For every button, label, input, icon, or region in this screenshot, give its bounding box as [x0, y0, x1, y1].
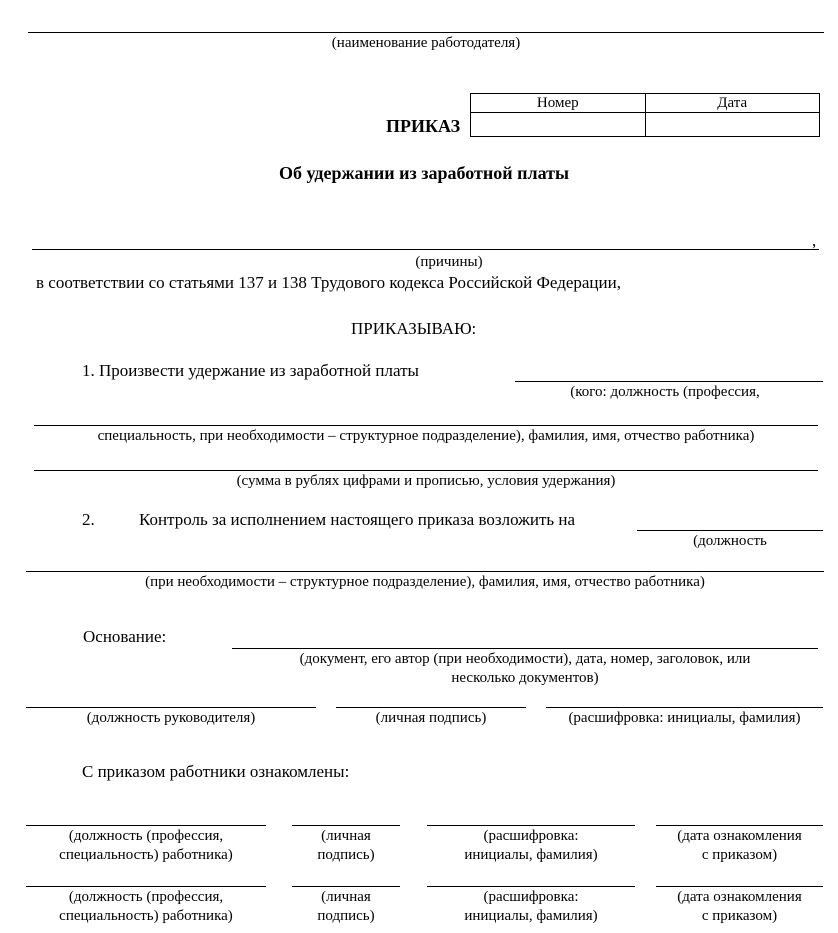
item2-position-line[interactable]: [637, 530, 823, 531]
head-signature-line[interactable]: [336, 707, 526, 708]
item2-position-caption: (должность: [693, 533, 767, 549]
ack-row2-sign-line[interactable]: [292, 886, 400, 887]
employer-caption: (наименование работодателя): [331, 35, 521, 51]
item2-person-line[interactable]: [26, 571, 824, 572]
ack-row1-sign-line[interactable]: [292, 825, 400, 826]
ack-row1-decode-1: (расшифровка:: [483, 828, 579, 844]
ack-row1-sign-1: (личная: [321, 828, 371, 844]
ack-row2-date-1: (дата ознакомления: [677, 889, 802, 905]
date-field[interactable]: [645, 113, 819, 137]
ack-row2-position-1: (должность (профессия,: [68, 889, 224, 905]
ack-row2-position-2: специальность) работника): [59, 908, 233, 924]
item1-amount-caption: (сумма в рублях цифрами и прописью, условия удержания): [236, 473, 616, 489]
item2-person-caption: (при необходимости – структурное подразделение), фамилия, имя, отчество работника): [145, 574, 705, 590]
decree-heading: ПРИКАЗЫВАЮ:: [351, 319, 477, 338]
item1-specialty-line[interactable]: [34, 425, 818, 426]
head-position-caption: (должность руководителя): [86, 710, 256, 726]
order-number-date-table: [470, 93, 820, 137]
item1-amount-line[interactable]: [34, 470, 818, 471]
acknowledgment-title: С приказом работники ознакомлены:: [82, 762, 350, 781]
basis-label: Основание:: [83, 627, 167, 646]
ack-row1-decode-2: инициалы, фамилия): [464, 847, 598, 863]
reasons-caption: (причины): [415, 254, 483, 270]
order-title: Об удержании из заработной платы: [279, 163, 569, 183]
item1-specialty-caption: специальность, при необходимости – структурное подразделение), фамилия, имя, отчество работника): [97, 428, 755, 444]
order-word: ПРИКАЗ: [386, 116, 461, 136]
basis-caption-line2: несколько документов): [451, 670, 599, 686]
date-header: Дата: [645, 94, 819, 113]
number-header: Номер: [471, 94, 646, 113]
ack-row1-decode-line[interactable]: [427, 825, 635, 826]
head-decoding-caption: (расшифровка: инициалы, фамилия): [568, 710, 801, 726]
ack-row1-position-line[interactable]: [26, 825, 266, 826]
head-position-line[interactable]: [26, 707, 316, 708]
ack-row1-date-2: с приказом): [701, 847, 778, 863]
ack-row1-position-1: (должность (профессия,: [68, 828, 224, 844]
ack-row2-decode-line[interactable]: [427, 886, 635, 887]
ack-row2-decode-2: инициалы, фамилия): [464, 908, 598, 924]
item2-number: 2.: [82, 510, 95, 529]
head-signature-caption: (личная подпись): [375, 710, 487, 726]
ack-row1-sign-2: подпись): [317, 847, 375, 863]
ack-row2-sign-1: (личная: [321, 889, 371, 905]
reasons-comma: ,: [812, 231, 817, 250]
ack-row2-sign-2: подпись): [317, 908, 375, 924]
item1-who-line[interactable]: [515, 381, 823, 382]
ack-row1-date-1: (дата ознакомления: [677, 828, 802, 844]
reasons-line[interactable]: [32, 249, 819, 250]
ack-row1-position-2: специальность) работника): [59, 847, 233, 863]
employer-line[interactable]: [28, 32, 824, 33]
basis-caption-line1: (документ, его автор (при необходимости), дата, номер, заголовок, или: [299, 651, 751, 667]
legal-basis-text: в соответствии со статьями 137 и 138 Трудового кодекса Российской Федерации,: [36, 273, 621, 292]
item1-text: 1. Произвести удержание из заработной платы: [82, 361, 419, 380]
ack-row1-date-line[interactable]: [656, 825, 823, 826]
ack-row2-decode-1: (расшифровка:: [483, 889, 579, 905]
ack-row2-position-line[interactable]: [26, 886, 266, 887]
ack-row2-date-line[interactable]: [656, 886, 823, 887]
item2-text: Контроль за исполнением настоящего приказа возложить на: [139, 510, 576, 529]
head-decoding-line[interactable]: [546, 707, 823, 708]
item1-who-caption: (кого: должность (профессия,: [570, 384, 760, 400]
basis-line[interactable]: [232, 648, 818, 649]
number-field[interactable]: [471, 113, 646, 137]
ack-row2-date-2: с приказом): [701, 908, 778, 924]
